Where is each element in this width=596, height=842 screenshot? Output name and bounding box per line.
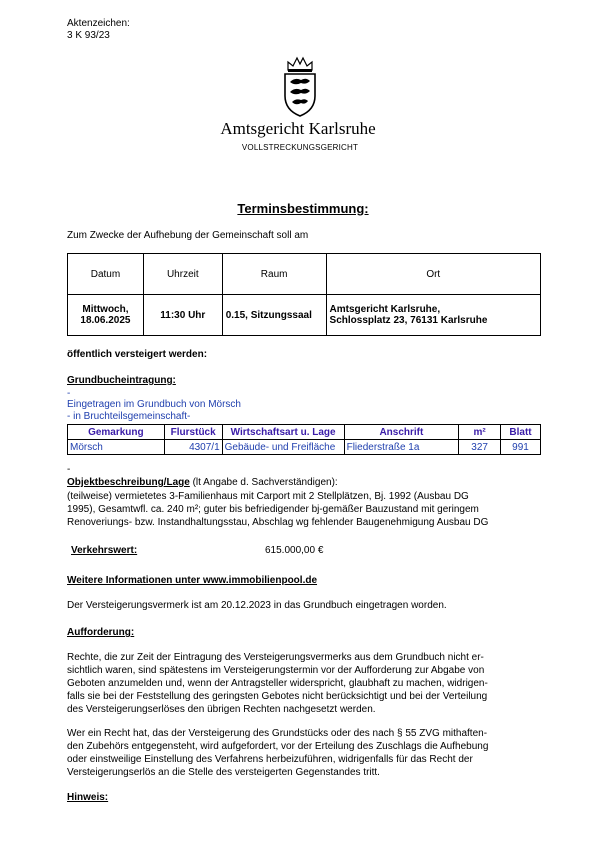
appointment-header-row — [68, 254, 541, 295]
datum-cell — [68, 295, 144, 336]
grundbuch-line1: Eingetragen im Grundbuch von Mörsch — [67, 399, 241, 410]
objekt-description — [67, 490, 541, 529]
case-reference-number: 3 K 93/23 — [67, 30, 110, 41]
aufforderung-p1-line2: sichtlich waren, sind spätestens im Versteigerungstermin vor der Aufforderung zur Abgabe von — [67, 665, 485, 676]
grundbuch-dash: - — [67, 388, 71, 399]
header-flurstueck: Flurstück — [164, 425, 222, 440]
cell-wirtschaftsart: Gebäude- und Freifläche — [222, 440, 344, 455]
document-title: Terminsbestimmung: — [237, 201, 369, 216]
header-datum: Datum — [68, 254, 144, 295]
uhrzeit-cell: 11:30 Uhr — [143, 295, 222, 336]
cell-flurstueck: 4307/1 — [164, 440, 222, 455]
grundbuch-line2: - in Bruchteilsgemeinschaft- — [67, 411, 191, 422]
hinweis-heading: Hinweis: — [67, 792, 109, 803]
grundbuch-table — [67, 424, 541, 455]
aufforderung-paragraph-1 — [67, 651, 541, 716]
cell-gemarkung: Mörsch — [68, 440, 165, 455]
header-qm: m² — [459, 425, 501, 440]
aufforderung-p1-line1: Rechte, die zur Zeit der Eintragung des Versteigerungsvermerks aus dem Grundbuch nicht er- — [67, 652, 484, 663]
aufforderung-p2-line2: den Zubehörs entgegensteht, wird aufgefordert, vor der Erteilung des Zuschlags die Aufhebung — [67, 741, 489, 752]
objekt-heading-suffix: (lt Angabe d. Sachverständigen): — [189, 477, 338, 488]
ort-cell — [326, 295, 540, 336]
header-anschrift: Anschrift — [344, 425, 459, 440]
grundbuch-heading: Grundbucheintragung: — [67, 375, 176, 386]
grundbuch-header-row — [68, 425, 541, 440]
aufforderung-p1-line3: Geboten anzumelden und, wenn der Antragsteller widerspricht, glaubhaft zu machen, widrigen- — [67, 678, 488, 689]
header-uhrzeit: Uhrzeit — [143, 254, 222, 295]
intro-text: Zum Zwecke der Aufhebung der Gemeinschaft soll am — [67, 230, 309, 241]
case-reference — [67, 18, 130, 42]
verkehrswert-value: 615.000,00 € — [265, 545, 324, 556]
cell-qm: 327 — [459, 440, 501, 455]
appointment-value-row — [68, 295, 541, 336]
objekt-dash: - — [67, 464, 71, 475]
table-row — [68, 440, 541, 455]
court-name: Amtsgericht Karlsruhe — [220, 119, 376, 138]
aufforderung-p2-line3: oder einstweilige Einstellung des Verfahrens herbeizuführen, widrigenfalls für das Recht der — [67, 754, 473, 765]
appointment-table — [67, 253, 541, 336]
ort-line2: Schlossplatz 23, 76131 Karlsruhe — [329, 315, 488, 326]
ort-line1: Amtsgericht Karlsruhe, — [329, 304, 441, 315]
versteigert-text: öffentlich versteigert werden: — [67, 349, 208, 360]
aufforderung-p2-line4: Versteigerungserlös an die Stelle des versteigerten Gegenstandes tritt. — [67, 767, 380, 778]
header-gemarkung: Gemarkung — [68, 425, 165, 440]
aufforderung-p1-line4: falls sie bei der Feststellung des geringsten Gebotes nicht berücksichtigt und bei der Verteilung — [67, 691, 488, 702]
header-blatt: Blatt — [501, 425, 541, 440]
aufforderung-heading: Aufforderung: — [67, 627, 135, 638]
objekt-line2: 1995), Gesamtwfl. ca. 240 m²; guter bis befriedigender bj-gemäßer Bauzustand mit geringem — [67, 504, 479, 515]
aufforderung-p1-line5: des Versteigerungserlöses den übrigen Rechten nachgesetzt werden. — [67, 704, 376, 715]
objekt-heading: Objektbeschreibung/Lage — [67, 477, 190, 488]
datum-weekday: Mittwoch, — [82, 304, 129, 315]
cell-anschrift: Fliederstraße 1a — [344, 440, 459, 455]
header-wirtschaftsart: Wirtschaftsart u. Lage — [222, 425, 344, 440]
aufforderung-p2-line1: Wer ein Recht hat, das der Versteigerung des Grundstücks oder des nach § 55 ZVG mithaften- — [67, 728, 488, 739]
header-raum: Raum — [222, 254, 326, 295]
objekt-line3: Renoveriungs- bzw. Instandhaltungsstau, Abschlag wg fehlender Baugenehmigung Ausbau DG — [67, 517, 489, 528]
case-reference-label: Aktenzeichen: — [67, 18, 130, 29]
coat-of-arms-icon — [279, 56, 321, 118]
court-department: VOLLSTRECKUNGSGERICHT — [241, 143, 359, 152]
datum-date: 18.06.2025 — [80, 315, 131, 326]
objekt-line1: (teilweise) vermietetes 3-Familienhaus mit Carport mit 2 Stellplätzen, Bj. 1992 (Ausbau DG — [67, 491, 469, 502]
verkehrswert-label: Verkehrswert: — [71, 545, 138, 556]
aufforderung-paragraph-2 — [67, 727, 541, 779]
vermerk-text: Der Versteigerungsvermerk ist am 20.12.2023 in das Grundbuch eingetragen worden. — [67, 600, 447, 611]
objekt-heading-line — [67, 477, 338, 488]
cell-blatt: 991 — [501, 440, 541, 455]
weitere-info-link[interactable]: Weitere Informationen unter www.immobilienpool.de — [67, 575, 318, 586]
raum-cell: 0.15, Sitzungssaal — [222, 295, 326, 336]
header-ort: Ort — [326, 254, 540, 295]
